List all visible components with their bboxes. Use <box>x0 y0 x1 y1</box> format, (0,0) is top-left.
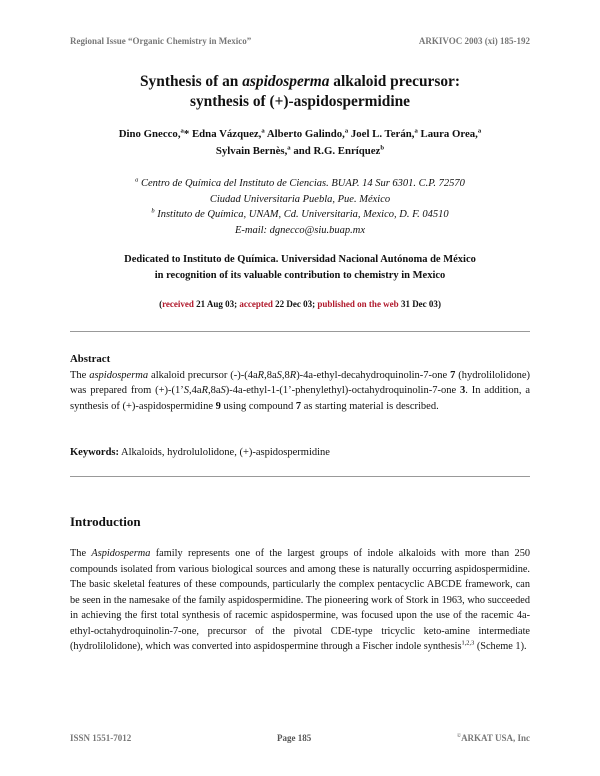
accepted-date: 22 Dec 03; <box>272 299 318 309</box>
authors-line-2 <box>70 143 530 160</box>
author: Edna Vázquez, <box>189 128 262 140</box>
author: Sylvain Bernès, <box>215 145 288 157</box>
dedication <box>70 252 530 284</box>
introduction-text: The Aspidosperma family represents one of the largest groups of indole alkaloids with more than 250 compounds isolated from various biological sources and among these is naturally occurring aspidospermidine. The basic skeletal features of these compounds, particularly the complex pentacyclic ABCDE framework, can be seen in the namesake of the family aspidospermidine. The pioneering work of Stork in 1963, who succeeded in achieving the first total synthesis of racemic aspidospermine, was focused upon the use of the racemic 4a-ethyl-octahydroquinolin-7-one, precursor of the pivotal CDE-type tricyclic keto-amine intermediate (hydrolilolidone), which was converted into aspidospermine through a Fischer indole synthesis$^{1,2,3}$ (Scheme 1). <box>70 548 530 652</box>
abstract-heading: Abstract <box>70 353 111 365</box>
affiliation-a-line-2: Ciudad Universitaria Puebla, Pue. México <box>209 193 391 205</box>
title-text: Synthesis of an <box>140 73 243 90</box>
author-affil-mark: b <box>380 144 385 152</box>
affiliation-b <box>70 207 530 223</box>
affil-text: Instituto de Química, UNAM, Cd. Universitaria, Mexico, D. F. 04510 <box>154 209 449 220</box>
title-italic: aspidosperma <box>242 73 330 90</box>
author: Alberto Galindo, <box>264 128 345 140</box>
introduction-heading: Introduction <box>70 514 141 529</box>
divider <box>70 331 530 332</box>
author-affil-mark: a <box>287 144 291 152</box>
page-footer <box>70 733 530 743</box>
author-affil-mark: a <box>344 127 349 135</box>
issn: ISSN 1551-7012 <box>70 733 132 743</box>
dedication-line-1: Dedicated to Instituto de Química. Universidad Nacional Autónoma de México <box>124 254 476 265</box>
abstract-section <box>70 352 530 414</box>
affiliations <box>70 176 530 238</box>
author: and R.G. Enríquez <box>290 145 381 157</box>
publisher: ARKAT USA, Inc <box>461 733 530 743</box>
author: Dino Gnecco, <box>118 128 181 140</box>
corresponding-mark: * <box>183 128 190 140</box>
affil-mark: a <box>135 176 139 184</box>
keywords-text: Alkaloids, hydrolulolidone, (+)-aspidospermidine <box>119 447 330 458</box>
abstract-text: The aspidosperma alkaloid precursor (-)-(4aR,8aS,8R)-4a-ethyl-decahydroquinolin-7-one 7 (hydrolilolidone) was prepared from (+)-(1’S,4aR,8aS)-4a-ethyl-1-(1’-phenylethyl)-octahydroquinolin-7-one 3. In addition, a synthesis of (+)-aspidospermidine 9 using compound 7 as starting material is described. <box>70 369 530 412</box>
copyright <box>457 733 530 743</box>
author: Laura Orea, <box>417 128 478 140</box>
keywords <box>70 447 530 458</box>
affiliation-a <box>70 176 530 192</box>
author-affil-mark: a <box>414 127 418 135</box>
received-label: received <box>162 299 194 309</box>
keywords-label: Keywords: <box>70 447 119 458</box>
affil-mark: b <box>151 207 155 215</box>
reference-marks[interactable]: 1,2,3 <box>461 639 475 647</box>
divider <box>70 476 530 477</box>
author-affil-mark: a <box>477 127 482 135</box>
author-list <box>70 126 530 160</box>
contact-email[interactable]: E-mail: dgnecco@siu.buap.mx <box>234 224 366 236</box>
copyright-icon: © <box>456 733 462 739</box>
received-date: 21 Aug 03; <box>193 299 240 309</box>
authors-line-1 <box>70 126 530 143</box>
author: Joel L. Terán, <box>348 128 415 140</box>
paren: ( <box>159 299 163 309</box>
journal-citation: ARKIVOC 2003 (xi) 185-192 <box>418 36 530 46</box>
title-line-1 <box>70 72 530 92</box>
published-date: 31 Dec 03 <box>398 299 438 309</box>
author-affil-mark: a <box>180 127 184 135</box>
published-label: published on the web <box>317 299 399 309</box>
page-number: Page 185 <box>276 733 312 743</box>
article-title <box>70 72 530 112</box>
paren: ) <box>437 299 441 309</box>
dedication-line-2: in recognition of its valuable contribution to chemistry in Mexico <box>154 270 446 281</box>
title-line-2: synthesis of (+)-aspidospermidine <box>190 93 410 110</box>
title-text: alkaloid precursor: <box>329 73 460 90</box>
accepted-label: accepted <box>239 299 273 309</box>
author-affil-mark: a <box>261 127 265 135</box>
submission-dates <box>70 299 530 309</box>
affil-text: Centro de Química del Instituto de Ciencias. BUAP. 14 Sur 6301. C.P. 72570 <box>138 178 465 189</box>
running-header <box>70 36 530 46</box>
journal-issue-label: Regional Issue “Organic Chemistry in Mexico” <box>70 36 252 46</box>
